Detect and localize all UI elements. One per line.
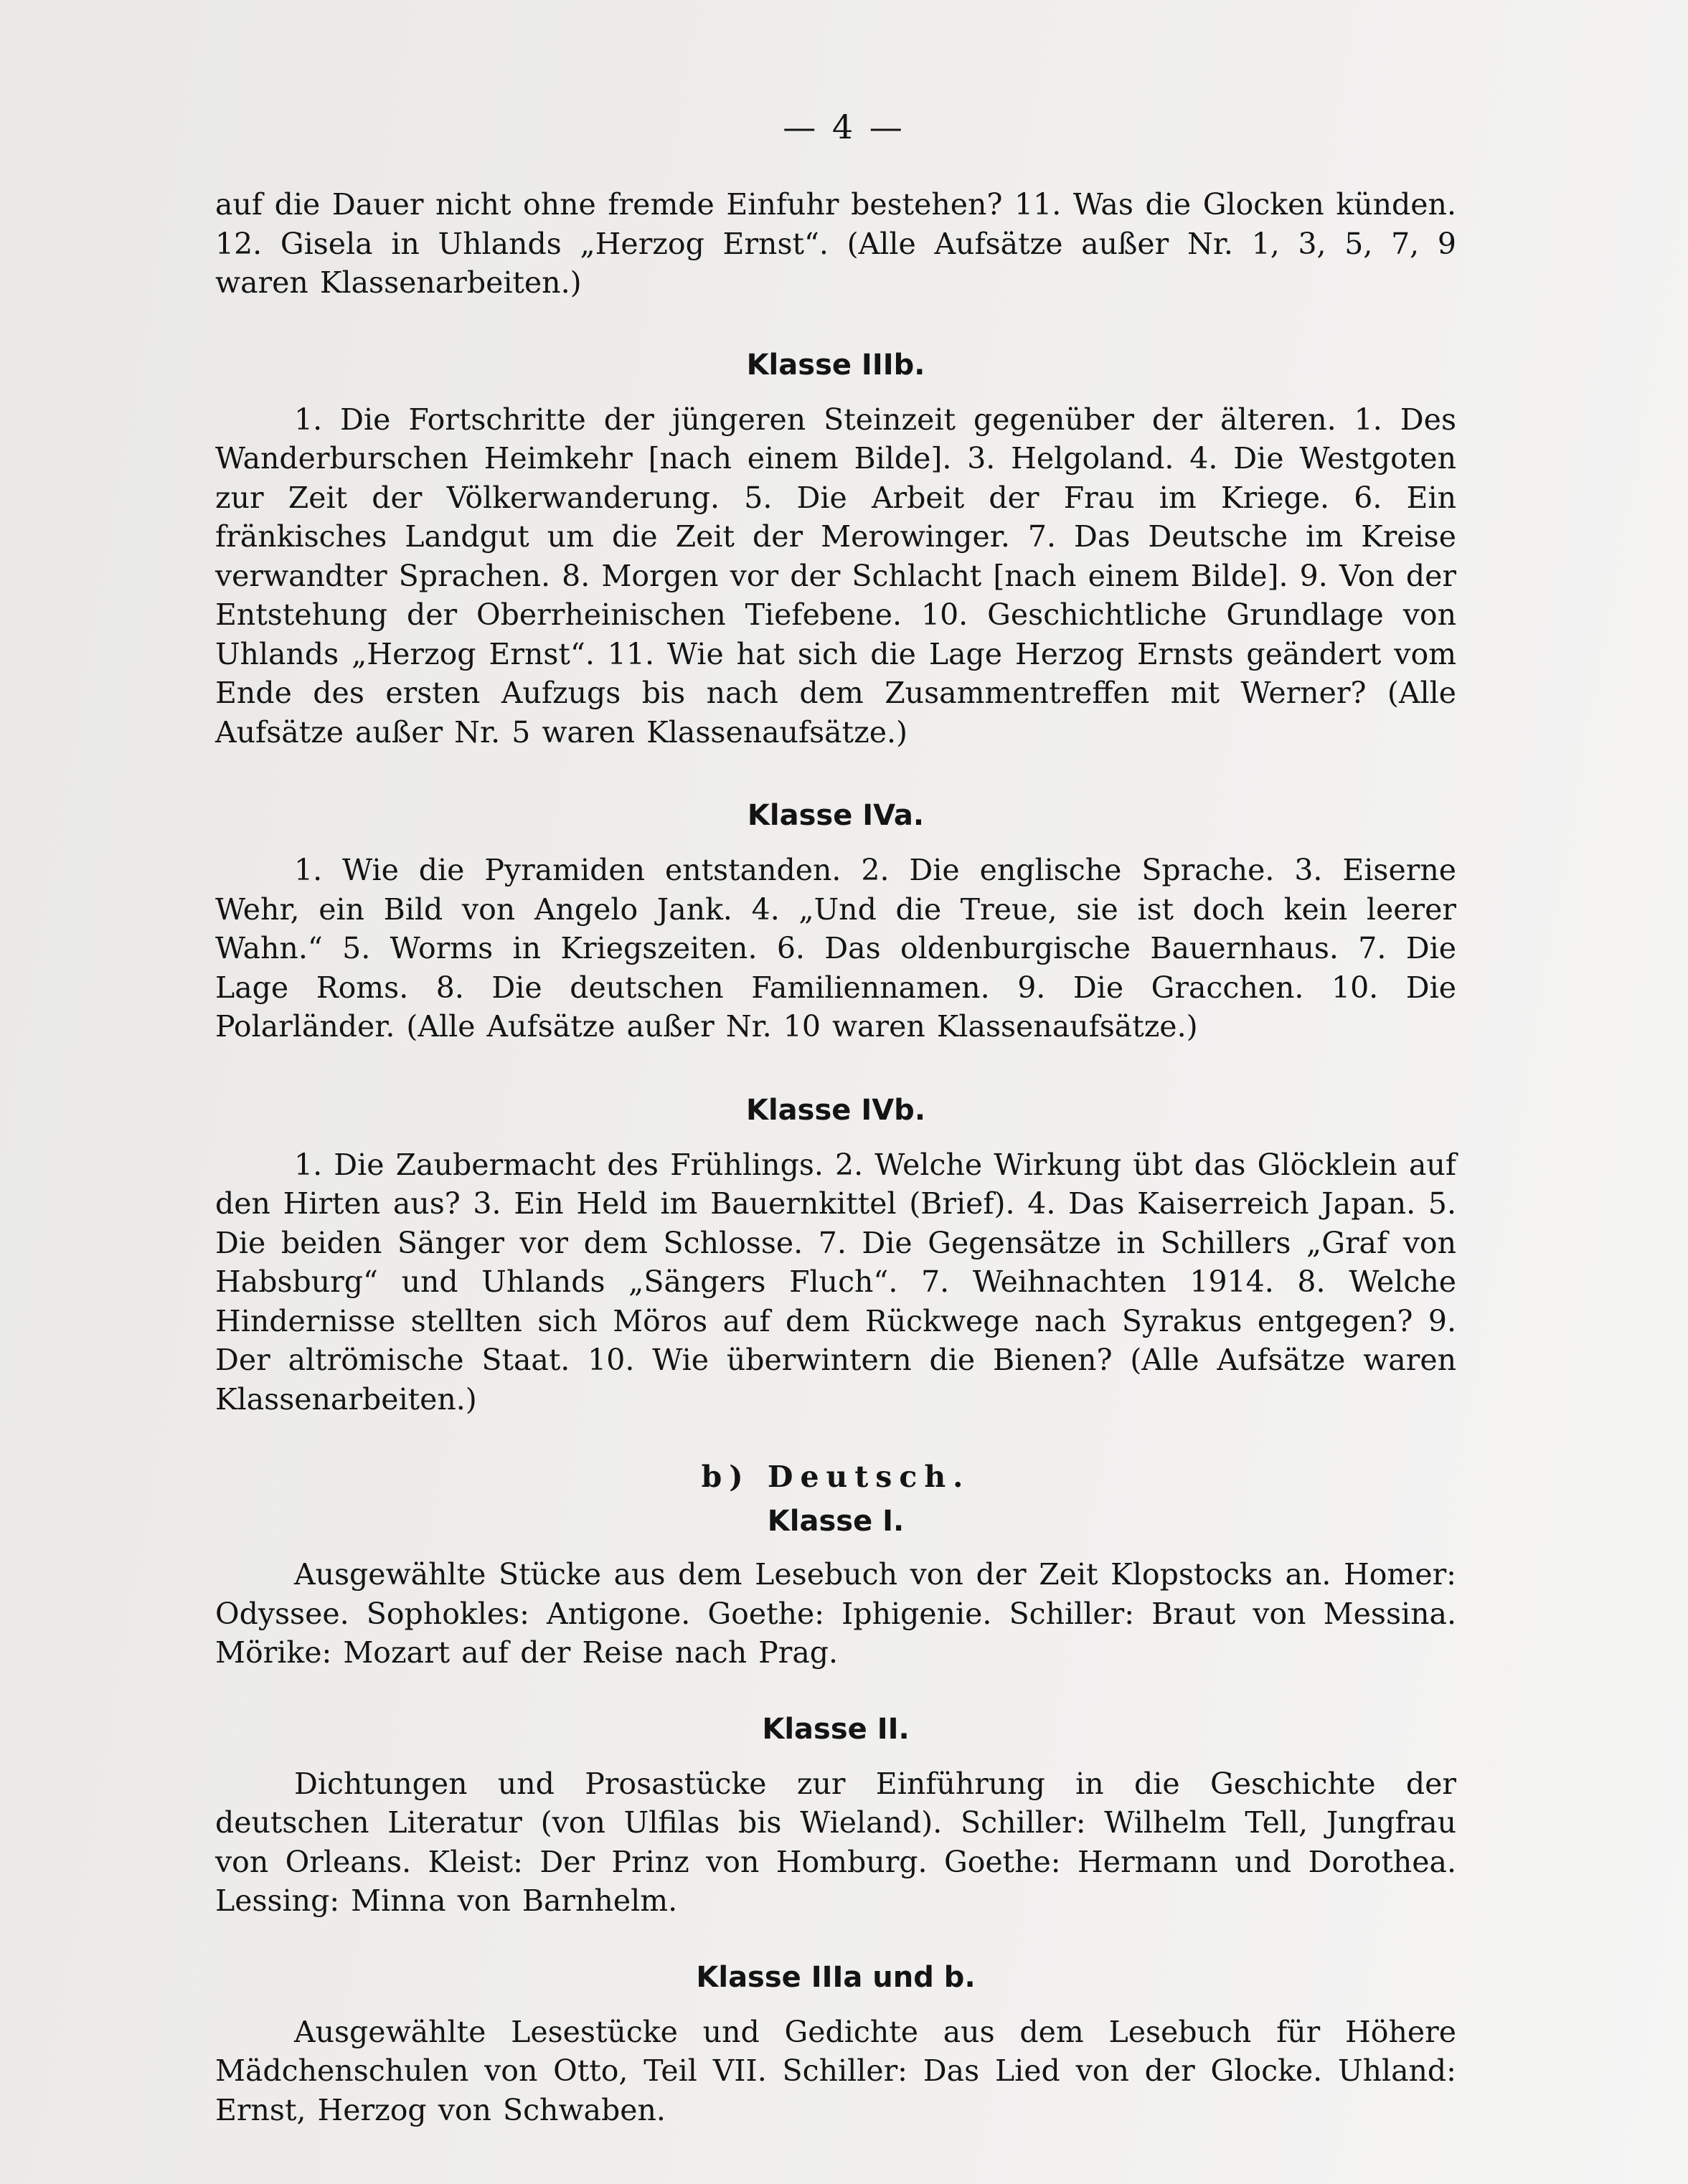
text-deutsch-klasse-2: Dichtungen und Prosastücke zur Einführung in die Geschichte der deutschen Literatur (von Ulfilas bis Wieland). Schiller: Wilhelm Tell, Jungfrau von Orleans. Kleist: Der Prinz von Homburg. Goethe: Hermann und Dorothea. Lessing: Minna von Barnhelm.	[215, 1766, 1456, 1918]
text-deutsch-klasse-1: Ausgewählte Stücke aus dem Lesebuch von der Zeit Klopstocks an. Homer: Odyssee. Sophokles: Antigone. Goethe: Iphigenie. Schiller: Braut von Messina. Mörike: Mozart auf der Reise nach Prag.	[215, 1557, 1456, 1670]
text-klasse-4a: 1. Wie die Pyramiden entstanden. 2. Die englische Sprache. 3. Eiserne Wehr, ein Bild von Angelo Jank. 4. „Und die Treue, sie ist doch kein leerer Wahn.“ 5. Worms in Kriegszeiten. 6. Das oldenburgische Bauernhaus. 7. Die Lage Roms. 8. Die deutschen Familiennamen. 9. Die Gracchen. 10. Die Polarländer. (Alle Aufsätze außer Nr. 10 waren Klassenaufsätze.)	[215, 853, 1456, 1044]
heading-klasse-4b: Klasse IVb.	[745, 1093, 926, 1127]
text-klasse-4b: 1. Die Zaubermacht des Frühlings. 2. Welche Wirkung übt das Glöcklein auf den Hirten aus? 3. Ein Held im Bauernkittel (Brief). 4. Das Kaiserreich Japan. 5. Die beiden Sänger vor dem Schlosse. 7. Die Gegensätze in Schillers „Graf von Habsburg“ und Uhlands „Sängers Fluch“. 7. Weihnachten 1914. 8. Welche Hindernisse stellten sich Möros auf dem Rückwege nach Syrakus entgegen? 9. Der altrömische Staat. 10. Wie überwintern die Bienen? (Alle Aufsätze waren Klassenarbeiten.)	[215, 1147, 1456, 1417]
heading-deutsch-klasse-3ab: Klasse IIIa und b.	[696, 1960, 976, 1994]
page-number: — 4 —	[783, 108, 905, 146]
page-body	[215, 185, 1456, 2129]
text-klasse-3b: 1. Die Fortschritte der jüngeren Steinzeit gegenüber der älteren. 1. Des Wanderburschen Heimkehr [nach einem Bilde]. 3. Helgoland. 4. Die Westgoten zur Zeit der Völkerwanderung. 5. Die Arbeit der Frau im Kriege. 6. Ein fränkisches Landgut um die Zeit der Merowinger. 7. Das Deutsche im Kreise verwandter Sprachen. 8. Morgen vor der Schlacht [nach einem Bilde]. 9. Von der Entstehung der Oberrheinischen Tiefebene. 10. Geschichtliche Grundlage von Uhlands „Herzog Ernst“. 11. Wie hat sich die Lage Herzog Ernsts geändert vom Ende des ersten Aufzugs bis nach dem Zusammentreffen mit Werner? (Alle Aufsätze außer Nr. 5 waren Klassenaufsätze.)	[215, 402, 1456, 750]
heading-klasse-4a: Klasse IVa.	[747, 799, 925, 832]
heading-klasse-3b: Klasse IIIb.	[746, 348, 925, 382]
text-deutsch-klasse-3ab: Ausgewählte Lesestücke und Gedichte aus dem Lesebuch für Höhere Mädchenschulen von Otto, Teil VII. Schiller: Das Lied von der Glocke. Uhland: Ernst, Herzog von Schwaben.	[215, 2014, 1456, 2127]
heading-deutsch-klasse-1: Klasse I.	[767, 1505, 905, 1538]
intro-paragraph: auf die Dauer nicht ohne fremde Einfuhr bestehen? 11. Was die Glocken künden. 12. Gisela in Uhlands „Herzog Ernst“. (Alle Aufsätze außer Nr. 1, 3, 5, 7, 9 waren Klassenarbeiten.)	[215, 187, 1456, 300]
heading-deutsch-klasse-2: Klasse II.	[762, 1712, 910, 1746]
heading-section-b-deutsch: b) Deutsch.	[701, 1460, 971, 1494]
